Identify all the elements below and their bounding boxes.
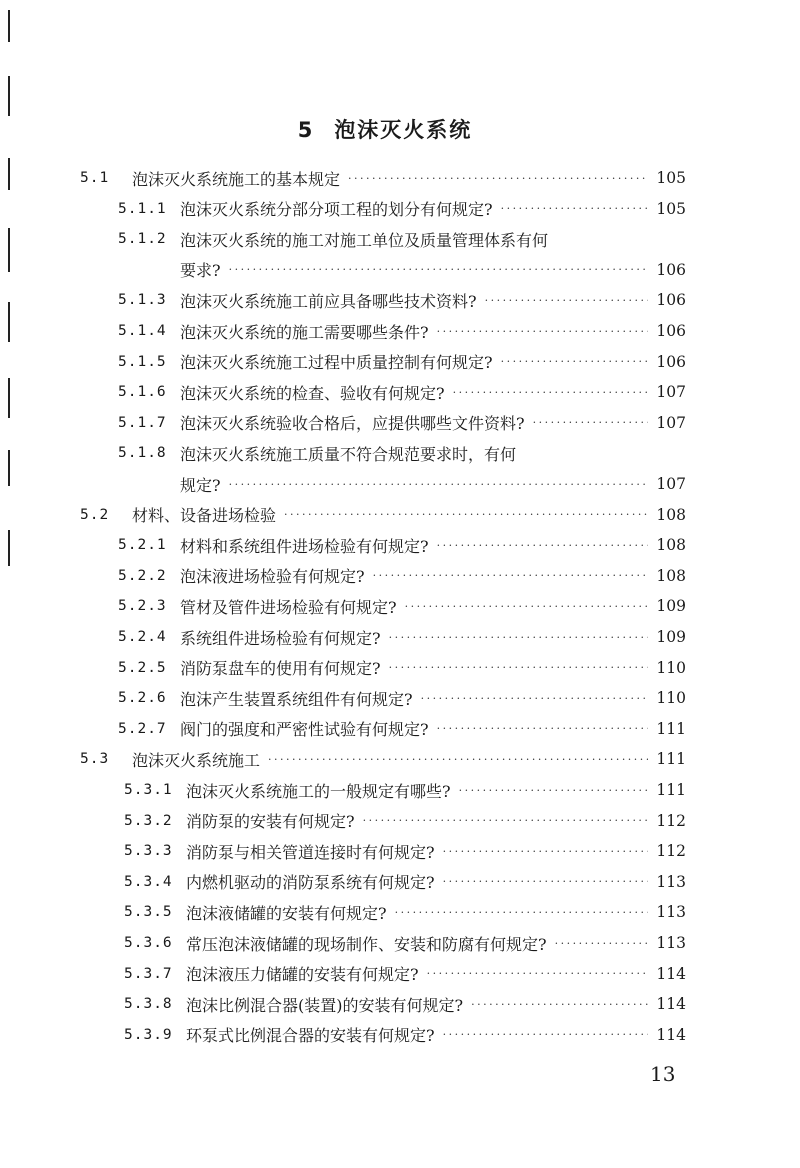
dot-leader — [405, 600, 648, 613]
scan-edge-mark — [8, 228, 10, 272]
entry-number: 5.3.8 — [124, 996, 173, 1013]
toc-subsection-entry[interactable] — [124, 989, 686, 1019]
dot-leader — [437, 722, 648, 735]
scan-edge-mark — [8, 378, 10, 418]
entry-title: 消防泵盘车的使用有何规定? — [180, 659, 381, 679]
entry-title: 泡沫比例混合器(装置)的安装有何规定? — [186, 995, 464, 1015]
entry-page: 113 — [656, 934, 686, 952]
dot-leader — [437, 539, 648, 552]
dot-leader — [443, 875, 648, 888]
toc-section-entry[interactable] — [80, 163, 686, 193]
entry-title: 泡沫灭火系统施工前应具备哪些技术资料? — [180, 291, 477, 311]
page-number: 13 — [650, 1062, 676, 1086]
toc-subsection-entry[interactable] — [124, 897, 686, 927]
dot-leader — [443, 1028, 648, 1041]
entry-number: 5.3 — [80, 751, 110, 768]
entry-number: 5.1.5 — [118, 353, 167, 370]
toc-subsection-entry[interactable] — [118, 561, 686, 591]
dot-leader — [485, 294, 648, 307]
entry-number: 5.3.4 — [124, 873, 173, 890]
entry-title-continued: 要求? — [180, 261, 221, 281]
entry-page: 109 — [656, 628, 686, 646]
entry-page: 110 — [656, 658, 686, 677]
entry-number: 5.1.6 — [118, 384, 167, 401]
toc-subsection-entry[interactable] — [118, 347, 686, 377]
dot-leader — [284, 508, 648, 521]
scan-edge-mark — [8, 302, 10, 342]
chapter-title — [0, 114, 770, 144]
entry-number: 5.2 — [80, 506, 110, 523]
entry-title: 常压泡沫液储罐的现场制作、安装和防腐有何规定? — [186, 934, 547, 954]
entry-number: 5.2.2 — [118, 567, 167, 584]
entry-number: 5.1.4 — [118, 323, 167, 339]
toc-subsection-entry[interactable] — [118, 653, 686, 683]
dot-leader — [427, 967, 648, 980]
entry-page: 114 — [656, 1025, 686, 1044]
entry-title: 泡沫灭火系统施工 — [132, 750, 261, 770]
entry-number: 5.2.5 — [118, 659, 167, 676]
dot-leader — [443, 845, 648, 858]
entry-page: 108 — [656, 536, 686, 555]
entry-page: 111 — [656, 750, 686, 769]
entry-number: 5.1.1 — [118, 200, 167, 217]
entry-title: 环泵式比例混合器的安装有何规定? — [186, 1026, 435, 1046]
entry-title: 阀门的强度和严密性试验有何规定? — [180, 720, 429, 740]
entry-title: 泡沫灭火系统施工过程中质量控制有何规定? — [180, 353, 493, 373]
dot-leader — [459, 784, 648, 797]
entry-title: 材料、设备进场检验 — [132, 506, 277, 526]
entry-title: 泡沫灭火系统的施工需要哪些条件? — [180, 322, 429, 342]
entry-page: 107 — [656, 475, 686, 493]
toc-entry-continuation[interactable] — [180, 255, 686, 285]
entry-number: 5.3.7 — [124, 965, 173, 982]
toc-subsection-entry[interactable] — [118, 316, 686, 346]
toc-subsection-entry[interactable] — [118, 408, 686, 438]
entry-title: 系统组件进场检验有何规定? — [180, 628, 381, 648]
entry-title: 消防泵的安装有何规定? — [186, 812, 355, 832]
toc-subsection-entry[interactable] — [118, 194, 686, 224]
chapter-number: 5 — [297, 118, 315, 142]
entry-number: 5.3.3 — [124, 843, 173, 860]
dot-leader — [389, 631, 648, 644]
toc-subsection-entry[interactable] — [124, 1020, 686, 1050]
toc-subsection-entry[interactable] — [118, 438, 686, 468]
entry-title: 泡沫灭火系统施工的一般规定有哪些? — [186, 781, 451, 801]
entry-page: 112 — [656, 842, 686, 861]
entry-page: 113 — [656, 903, 686, 922]
dot-leader — [471, 998, 648, 1011]
toc-subsection-entry[interactable] — [118, 714, 686, 744]
entry-page: 114 — [656, 964, 686, 983]
entry-number: 5.3.6 — [124, 935, 173, 951]
entry-number: 5.2.6 — [118, 690, 167, 707]
entry-number: 5.3.9 — [124, 1026, 173, 1043]
dot-leader — [437, 325, 648, 338]
entry-page: 111 — [656, 719, 686, 738]
entry-number: 5.2.4 — [118, 629, 167, 645]
entry-number: 5.2.1 — [118, 537, 167, 554]
dot-leader — [421, 692, 648, 705]
entry-page: 105 — [656, 169, 686, 187]
toc-subsection-entry[interactable] — [118, 224, 686, 254]
toc-subsection-entry[interactable] — [118, 622, 686, 652]
entry-title: 泡沫液储罐的安装有何规定? — [186, 903, 387, 923]
entry-page: 111 — [656, 781, 686, 799]
entry-page: 106 — [656, 291, 686, 310]
entry-page: 106 — [656, 352, 686, 371]
dot-leader — [229, 263, 648, 276]
entry-title: 管材及管件进场检验有何规定? — [180, 597, 397, 617]
entry-number: 5.2.3 — [118, 598, 167, 615]
toc-subsection-entry[interactable] — [118, 530, 686, 560]
entry-number: 5.1.3 — [118, 292, 167, 309]
entry-title: 泡沫灭火系统的施工对施工单位及质量管理体系有何 — [180, 230, 549, 250]
dot-leader — [453, 386, 648, 399]
dot-leader — [533, 416, 648, 429]
entry-page: 107 — [656, 413, 686, 432]
entry-page: 106 — [656, 260, 686, 279]
toc-subsection-entry[interactable] — [118, 377, 686, 407]
toc-subsection-entry[interactable] — [124, 836, 686, 866]
entry-title-continued: 规定? — [180, 475, 221, 495]
entry-title: 泡沫灭火系统施工质量不符合规范要求时，有何 — [180, 444, 517, 464]
toc-subsection-entry[interactable] — [118, 591, 686, 621]
entry-number: 5.3.5 — [124, 904, 173, 921]
dot-leader — [389, 661, 648, 674]
dot-leader — [348, 172, 648, 185]
dot-leader — [373, 569, 648, 582]
entry-page: 109 — [656, 597, 686, 616]
entry-title: 泡沫产生装置系统组件有何规定? — [180, 689, 413, 709]
scan-edge-mark — [8, 450, 10, 486]
dot-leader — [555, 937, 648, 950]
scan-edge-mark — [8, 76, 10, 116]
dot-leader — [395, 906, 648, 919]
scan-edge-mark — [8, 158, 10, 190]
entry-title: 泡沫液进场检验有何规定? — [180, 567, 365, 587]
entry-number: 5.1.7 — [118, 414, 167, 431]
entry-title: 泡沫液压力储罐的安装有何规定? — [186, 965, 419, 985]
entry-title: 消防泵与相关管道连接时有何规定? — [186, 842, 435, 862]
entry-title: 内燃机驱动的消防泵系统有何规定? — [186, 873, 435, 893]
toc-section-entry[interactable] — [80, 500, 686, 530]
entry-page: 108 — [656, 505, 686, 524]
entry-title: 泡沫灭火系统验收合格后，应提供哪些文件资料? — [180, 414, 525, 434]
entry-page: 113 — [656, 872, 686, 891]
toc-subsection-entry[interactable] — [124, 959, 686, 989]
chapter-title-text: 泡沫灭火系统 — [334, 118, 473, 142]
scan-edge-mark — [8, 530, 10, 566]
entry-number: 5.3.1 — [124, 782, 173, 798]
toc-subsection-entry[interactable] — [118, 285, 686, 315]
entry-number: 5.1.2 — [118, 231, 167, 248]
dot-leader — [363, 814, 648, 827]
dot-leader — [501, 202, 648, 215]
toc-subsection-entry[interactable] — [124, 928, 686, 958]
toc-subsection-entry[interactable] — [124, 867, 686, 897]
entry-title: 材料和系统组件进场检验有何规定? — [180, 536, 429, 556]
entry-title: 泡沫灭火系统的检查、验收有何规定? — [180, 383, 445, 403]
toc-section-entry[interactable] — [80, 744, 686, 774]
toc-subsection-entry[interactable] — [124, 775, 686, 805]
entry-number: 5.2.7 — [118, 720, 167, 737]
dot-leader — [501, 355, 648, 368]
toc-subsection-entry[interactable] — [118, 683, 686, 713]
entry-number: 5.3.2 — [124, 812, 173, 829]
toc-entry-continuation[interactable] — [180, 469, 686, 499]
entry-page: 108 — [656, 566, 686, 585]
entry-page: 112 — [656, 811, 686, 830]
dot-leader — [268, 753, 648, 766]
entry-number: 5.1.8 — [118, 445, 167, 462]
entry-title: 泡沫灭火系统分部分项工程的划分有何规定? — [180, 200, 493, 220]
entry-page: 110 — [656, 689, 686, 708]
scan-edge-mark — [8, 10, 10, 42]
entry-title: 泡沫灭火系统施工的基本规定 — [132, 169, 341, 189]
entry-page: 107 — [656, 383, 686, 402]
entry-page: 106 — [656, 322, 686, 340]
entry-page: 105 — [656, 199, 686, 218]
toc-subsection-entry[interactable] — [124, 806, 686, 836]
entry-number: 5.1 — [80, 170, 110, 186]
dot-leader — [229, 478, 648, 491]
entry-page: 114 — [656, 995, 686, 1014]
